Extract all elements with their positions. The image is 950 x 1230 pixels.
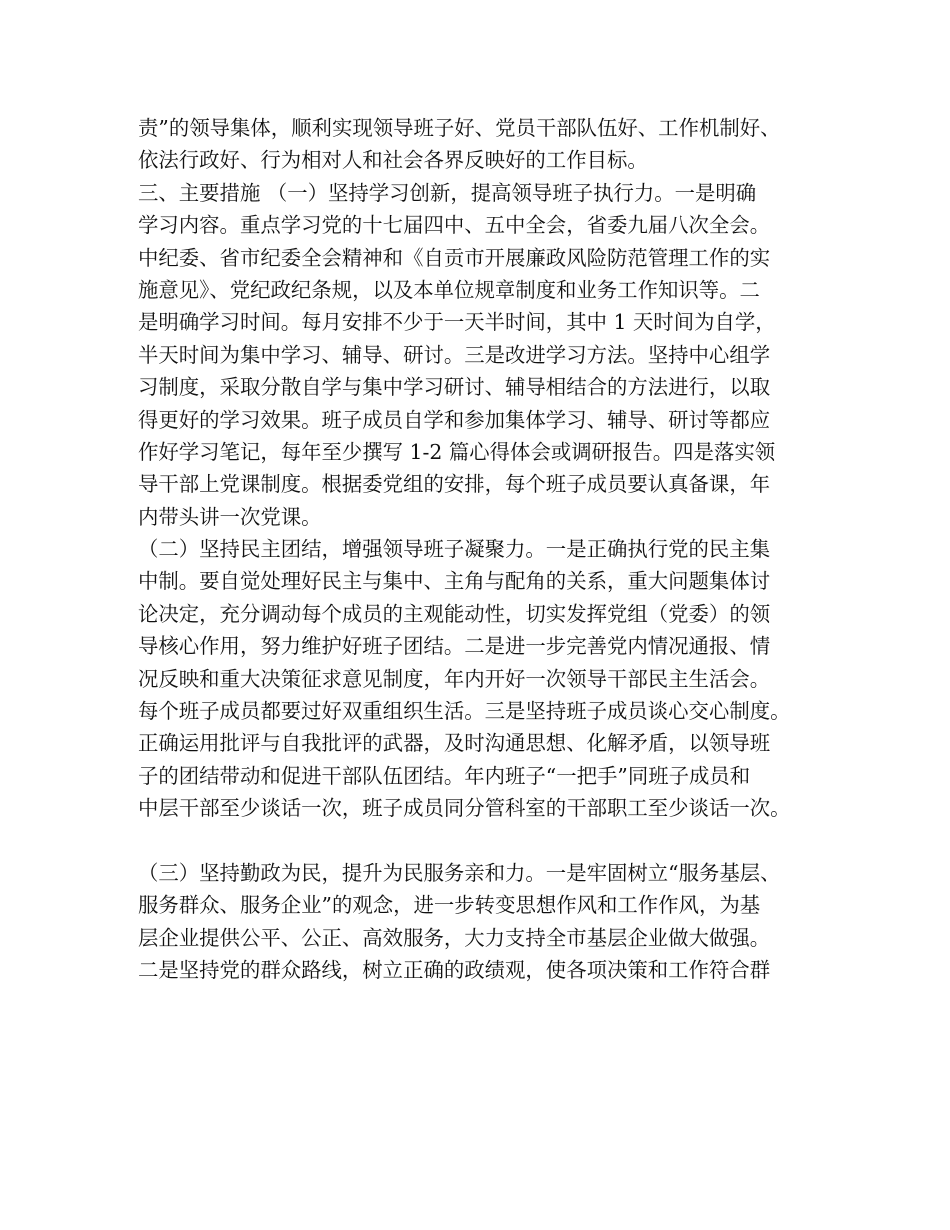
text-line: 是明确学习时间。每月安排不少于一天半时间，其中 1 天时间为自学， [138, 310, 776, 335]
text-line: 学习内容。重点学习党的十七届四中、五中全会，省委九届八次全会。 [138, 213, 771, 238]
text-line: 正确运用批评与自我批评的武器，及时沟通思想、化解矛盾，以领导班 [138, 731, 771, 756]
text-line: 内带头讲一次党课。 [138, 504, 322, 529]
text-line: 中层干部至少谈话一次，班子成员同分管科室的干部职工至少谈话一次。 [138, 796, 791, 821]
text-line: 习制度，采取分散自学与集中学习研讨、辅导相结合的方法进行，以取 [138, 375, 771, 400]
text-line: 作好学习笔记，每年至少撰写 1-2 篇心得体会或调研报告。四是落实领 [138, 439, 776, 464]
text-line: 中纪委、省市纪委全会精神和《自贡市开展廉政风险防范管理工作的实 [138, 245, 771, 270]
text-line: 子的团结带动和促进干部队伍团结。年内班子“一把手”同班子成员和 [138, 763, 751, 788]
text-line: 服务群众、服务企业”的观念，进一步转变思想作风和工作作风，为基 [138, 893, 761, 918]
paragraph-gap [138, 825, 838, 857]
text-line: 施意见》、党纪政纪条规，以及本单位规章制度和业务工作知识等。二 [138, 277, 760, 302]
text-line: 三、主要措施 （一）坚持学习创新，提高领导班子执行力。一是明确 [138, 180, 757, 205]
text-line: 导干部上党课制度。根据委党组的安排，每个班子成员要认真备课，年 [138, 472, 771, 497]
paragraph-group-1 [138, 112, 838, 825]
text-line: 层企业提供公平、公正、高效服务，大力支持全市基层企业做大做强。 [138, 925, 771, 950]
text-line: 每个班子成员都要过好双重组织生活。三是坚持班子成员谈心交心制度。 [138, 699, 791, 724]
paragraph-group-2 [138, 857, 838, 987]
text-line: 责”的领导集体，顺利实现领导班子好、党员干部队伍好、工作机制好、 [138, 116, 781, 140]
text-line: （三）坚持勤政为民，提升为民服务亲和力。一是牢固树立“服务基层、 [138, 860, 781, 885]
text-line: （二）坚持民主团结，增强领导班子凝聚力。一是正确执行党的民主集 [138, 537, 771, 562]
text-line: 导核心作用，努力维护好班子团结。二是进一步完善党内情况通报、情 [138, 634, 771, 659]
text-line: 况反映和重大决策征求意见制度，年内开好一次领导干部民主生活会。 [138, 666, 771, 691]
text-line: 论决定，充分调动每个成员的主观能动性，切实发挥党组（党委）的领 [138, 601, 771, 626]
text-line: 半天时间为集中学习、辅导、研讨。三是改进学习方法。坚持中心组学 [138, 342, 771, 367]
text-line: 依法行政好、行为相对人和社会各界反映好的工作目标。 [138, 148, 648, 173]
text-line: 得更好的学习效果。班子成员自学和参加集体学习、辅导、研讨等都应 [138, 407, 771, 432]
text-line: 二是坚持党的群众路线，树立正确的政绩观，使各项决策和工作符合群 [138, 958, 771, 983]
document-body [138, 112, 838, 987]
text-line: 中制。要自觉处理好民主与集中、主角与配角的关系，重大问题集体讨 [138, 569, 771, 594]
